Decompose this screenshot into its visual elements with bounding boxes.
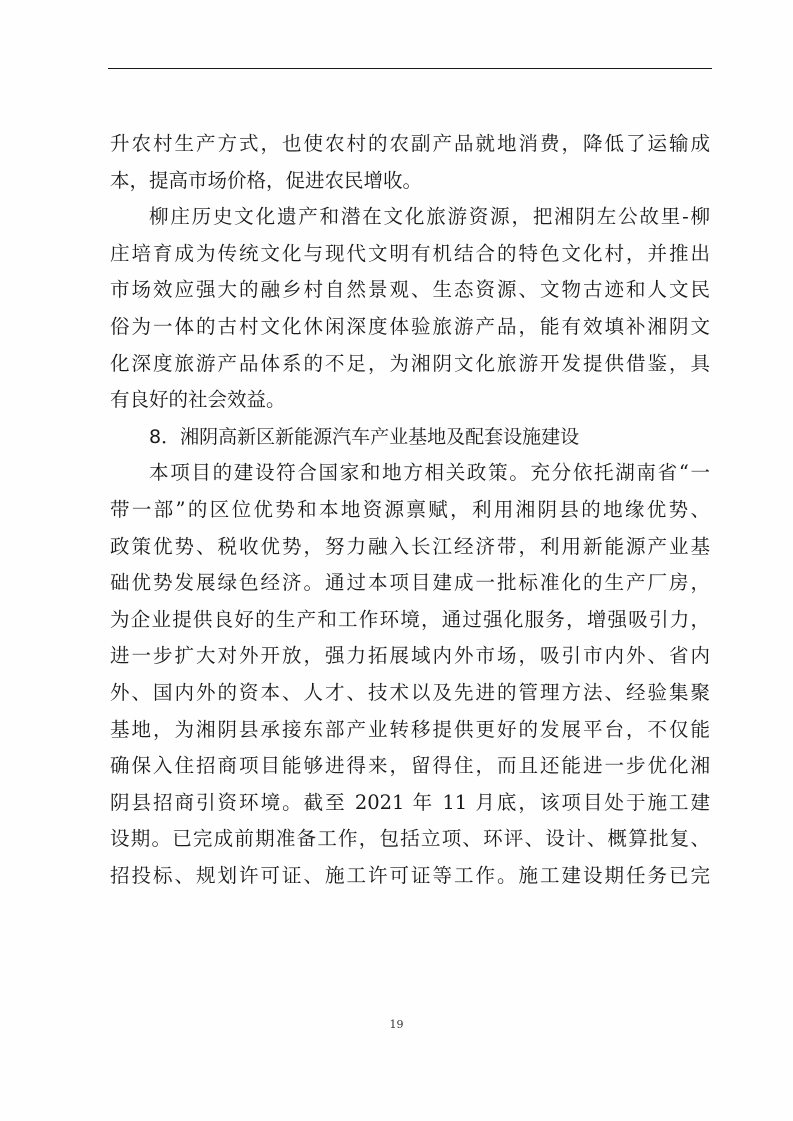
text-line: 外、国内外的资本、人才、技术以及先进的管理方法、经验集聚 xyxy=(110,680,710,704)
text-line: 设期。已完成前期准备工作，包括立项、环评、设计、概算批复、 xyxy=(110,827,710,851)
text-line: 庄培育成为传统文化与现代文明有机结合的特色文化村，并推出 xyxy=(110,241,710,265)
text-line: 柳庄历史文化遗产和潜在文化旅游资源，把湘阴左公故里-柳 xyxy=(149,205,710,229)
text-line: 带一部”的区位优势和本地资源禀赋，利用湘阴县的地缘优势、 xyxy=(110,497,710,521)
text-line: 本项目的建设符合国家和地方相关政策。充分依托湖南省“一 xyxy=(149,461,710,485)
text-line: 为企业提供良好的生产和工作环境，通过强化服务，增强吸引力， xyxy=(110,607,710,631)
text-line: 市场效应强大的融乡村自然景观、生态资源、文物古迹和人文民 xyxy=(110,278,710,302)
text-line: 础优势发展绿色经济。通过本项目建成一批标准化的生产厂房， xyxy=(110,571,710,595)
page-number: 19 xyxy=(389,1018,404,1031)
text-line: 进一步扩大对外开放，强力拓展域内外市场，吸引市内外、省内 xyxy=(110,644,710,668)
section-heading: 8．湘阴高新区新能源汽车产业基地及配套设施建设 xyxy=(149,425,580,448)
text-line: 基地，为湘阴县承接东部产业转移提供更好的发展平台，不仅能 xyxy=(110,717,710,741)
header-rule xyxy=(108,68,712,69)
text-line: 本，提高市场价格，促进农民增收。 xyxy=(110,168,423,192)
document-body xyxy=(110,126,710,894)
text-line: 升农村生产方式，也使农村的农副产品就地消费，降低了运输成 xyxy=(110,132,710,155)
text-line: 确保入住招商项目能够进得来，留得住，而且还能进一步优化湘 xyxy=(110,754,710,778)
text-line: 有良好的社会效益。 xyxy=(110,388,286,412)
text-line: 阴县招商引资环境。截至 2021 年 11 月底，该项目处于施工建 xyxy=(110,790,710,814)
text-line: 俗为一体的古村文化休闲深度体验旅游产品，能有效填补湘阴文 xyxy=(110,314,710,338)
text-line: 政策优势、税收优势，努力融入长江经济带，利用新能源产业基 xyxy=(110,534,710,558)
text-line: 招投标、规划许可证、施工许可证等工作。施工建设期任务已完 xyxy=(110,863,710,887)
text-line: 化深度旅游产品体系的不足，为湘阴文化旅游开发提供借鉴，具 xyxy=(110,351,710,375)
